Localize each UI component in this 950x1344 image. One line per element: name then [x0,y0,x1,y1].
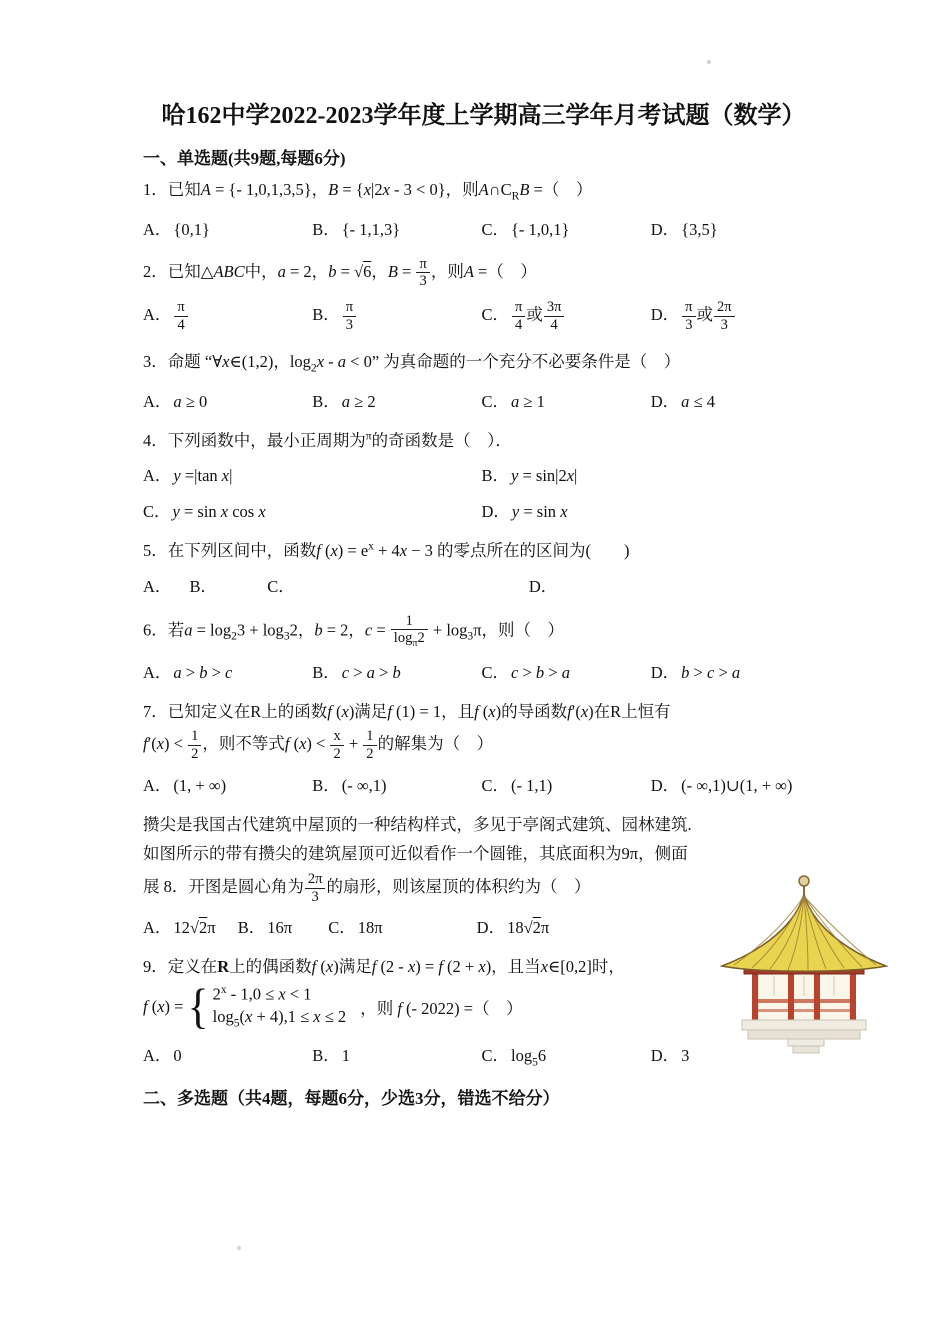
question-9-stem: 9．定义在R上的偶函数f (x)满足f (2 - x) = f (2 + x)，且当x∈[0,2]时， [143,957,625,977]
page-title: 哈162中学2022-2023学年度上学期高三学年月考试题（数学） [161,103,806,129]
option-label: A． [143,219,172,239]
option-value: 0 [173,1045,182,1065]
question-2-options [143,299,820,333]
question-8-option-b [238,914,292,938]
question-6 [143,613,820,683]
option-label: D． [528,576,558,596]
section-heading-single-choice: 一、单选题(共9题,每题6分) [143,149,346,169]
question-5-option-b [190,573,220,597]
question-7-option-d [651,772,820,796]
question-9-option-c [482,1042,651,1068]
piecewise-case-2: $\log_5(x + 4),1 \le x \le 2$ [212,1007,347,1030]
option-value: 3 [681,1045,690,1065]
option-value: b > c > a [681,662,741,682]
option-value: (- ∞,1)∪(1, + ∞) [681,775,793,795]
question-5-stem: 5．在下列区间中，函数f $(x) = e^x + 4x - 3$ 的零点所在的区间为( ) [143,540,630,561]
option-label: C． [267,576,295,596]
question-8-text-line-3: 展 8．开图是圆心角为 $\frac{2\pi}{3}$ 的扇形，则该屋顶的体积约为（ ） [143,870,591,905]
option-value: 18π [357,918,383,938]
question-8-option-d [477,914,550,938]
option-value: a ≥ 0 [173,391,208,411]
question-1-option-b [312,216,481,240]
piecewise-brace: { [187,979,209,1034]
option-label: A． [143,662,172,682]
option-label: A． [143,775,172,795]
question-3-option-b [312,388,481,412]
piecewise-tail: ，则 f (- 2022) =（ ） [360,998,523,1018]
question-7-option-b [312,772,481,796]
option-value: 12√2π [173,918,216,938]
option-label: B． [312,304,340,324]
question-7-options [143,772,820,796]
option-label: D． [650,391,680,411]
question-4 [143,428,820,523]
option-value: $\frac{\pi}{3}$ 或 $\frac{2\pi}{3}$ [681,305,735,324]
option-value: a ≤ 4 [681,391,715,411]
option-label: C． [481,775,510,795]
question-1 [143,177,820,239]
question-5 [143,538,820,597]
option-label: B． [189,576,218,596]
option-label: C． [481,662,510,682]
question-4-stem: 4．下列函数中，最小正周期为$^\pi$的奇函数是（ ）． [143,430,512,450]
option-label: B． [312,1045,340,1065]
option-value: (- 1,1) [511,775,553,795]
option-label: A． [143,466,172,486]
question-1-options [143,216,820,240]
option-label: D． [481,502,510,522]
question-9-option-b [312,1042,481,1068]
option-value: a ≥ 2 [341,391,376,411]
option-value: $\frac{\pi}{4}$ 或 $\frac{3\pi}{4}$ [511,305,565,324]
option-label: B． [237,918,266,938]
question-1-option-a [143,216,312,240]
question-9-option-a [143,1042,312,1068]
question-3-option-c [482,388,651,412]
option-value: c > b > a [511,662,570,682]
option-value: 1 [341,1045,351,1065]
question-6-options [143,659,820,683]
question-6-option-a [143,659,312,683]
question-5-option-d [529,573,559,597]
option-label: C． [481,219,510,239]
question-3-option-d [651,388,820,412]
question-7-stem-line-2: f′(x) < $\frac{1}{2}$ ，则不等式f (x) < $\frac{x}{2}$ + $\frac{1}{2}$ 的解集为（ ） [143,728,494,763]
question-4-option-d [482,498,821,522]
question-3-option-a [143,388,312,412]
option-label: D． [476,918,506,938]
pavilion-illustration [712,872,897,1072]
question-4-option-a [143,462,482,486]
question-2-option-d [651,299,820,333]
question-7-option-a [143,772,312,796]
question-5-options [143,573,820,597]
question-2-option-a [143,299,312,333]
question-6-option-b [312,659,481,683]
option-label: D． [650,662,680,682]
question-8-text-line-1: 攒尖是我国古代建筑中屋顶的一种结构样式，多见于亭阁式建筑、园林建筑. [143,814,692,834]
option-value: 16π [267,918,293,938]
option-label: B． [481,466,510,486]
option-value: c > a > b [341,662,401,682]
question-8-option-c [328,914,382,938]
option-value: (- ∞,1) [341,775,387,795]
question-7 [143,699,820,796]
option-label: D． [650,304,680,324]
option-label: B． [312,775,340,795]
question-4-option-c [143,498,482,522]
stray-dot-top [707,60,711,64]
question-8-text-line-2: 如图所示的带有攒尖的建筑屋顶可近似看作一个圆锥，其底面积为9π，侧面 [143,844,688,864]
option-label: B． [312,391,340,411]
question-3 [143,349,820,411]
option-label: C． [328,918,356,938]
question-3-stem: 3．命题 “∀x∈(1,2)，$\log_2x - a < 0$” 为真命题的一个充分不必要条件是（ ） [143,352,681,375]
question-6-option-c [482,659,651,683]
option-label: C． [481,304,510,324]
option-label: A． [143,576,172,596]
question-6-stem: 6．若$a = \log_23 + \log_32$，b = 2，c = $\frac{1}{\log_\pi 2}$ + $\log_3\pi$，则（ ） [143,612,565,650]
question-1-option-c [482,216,651,240]
question-8-option-a [143,914,216,938]
option-value: (1, + ∞) [173,775,227,795]
option-label: A． [143,1045,172,1065]
pavilion-svg [712,872,897,1072]
question-2-option-c [482,299,651,333]
option-value: 18√2π [507,918,550,938]
option-value: $\log_56$ [511,1045,547,1068]
stray-dot-bottom [237,1246,241,1250]
question-5-option-a [143,573,173,597]
piecewise-body [213,984,347,1030]
option-label: B． [312,219,340,239]
option-label: D． [650,1045,680,1065]
option-value: y = sin x cos x [172,502,266,522]
question-3-options [143,388,820,412]
option-value: y =|tan x| [173,466,233,486]
option-label: C． [481,391,510,411]
question-4-option-b [482,462,821,486]
piecewise-lhs: f (x) = [143,996,184,1016]
option-label: A． [143,304,172,324]
question-7-stem-line-1: 7．已知定义在R上的函数f (x)满足f (1) = 1，且f (x)的导函数f′(x)在R上恒有 [143,701,671,721]
option-value: a ≥ 1 [511,391,545,411]
option-label: C． [481,1045,510,1065]
option-label: D． [650,775,680,795]
question-1-stem: 1．已知A = {- 1,0,1,3,5}，B = {x|2x - 3 < 0}，则$A\cap C_RB$ =（ ） [143,180,593,203]
option-value: {0,1} [173,219,210,239]
option-label: C． [143,502,171,522]
piecewise-case-1: 2$^x$ - 1,0 ≤ x < 1 [212,983,312,1004]
section-heading-multi-choice: 二、多选题（共4题，每题6分，少选3分，错选不给分） [143,1088,560,1108]
option-value: y = sin|2x| [511,466,578,486]
question-1-option-d [651,216,820,240]
option-value: {- 1,0,1} [511,219,570,239]
question-2 [143,256,820,334]
option-label: B． [312,662,340,682]
question-4-options [143,462,820,522]
option-value: a > b > c [173,662,233,682]
option-value: {3,5} [681,219,718,239]
option-value: $\frac{\pi}{4}$ [173,305,188,324]
option-value: $\frac{\pi}{3}$ [342,305,357,324]
option-label: A． [143,391,172,411]
question-5-option-c [267,573,297,597]
option-value: {- 1,1,3} [341,219,401,239]
option-label: D． [650,219,680,239]
question-2-option-b [312,299,481,333]
option-label: A． [143,918,172,938]
question-2-stem: 2．已知△ABC中，a = 2，b = √6，B = $\frac{\pi}{3}$ ，则A =（ ） [143,255,537,290]
question-6-option-d [651,659,820,683]
option-value: y = sin x [511,502,568,522]
question-7-option-c [482,772,651,796]
